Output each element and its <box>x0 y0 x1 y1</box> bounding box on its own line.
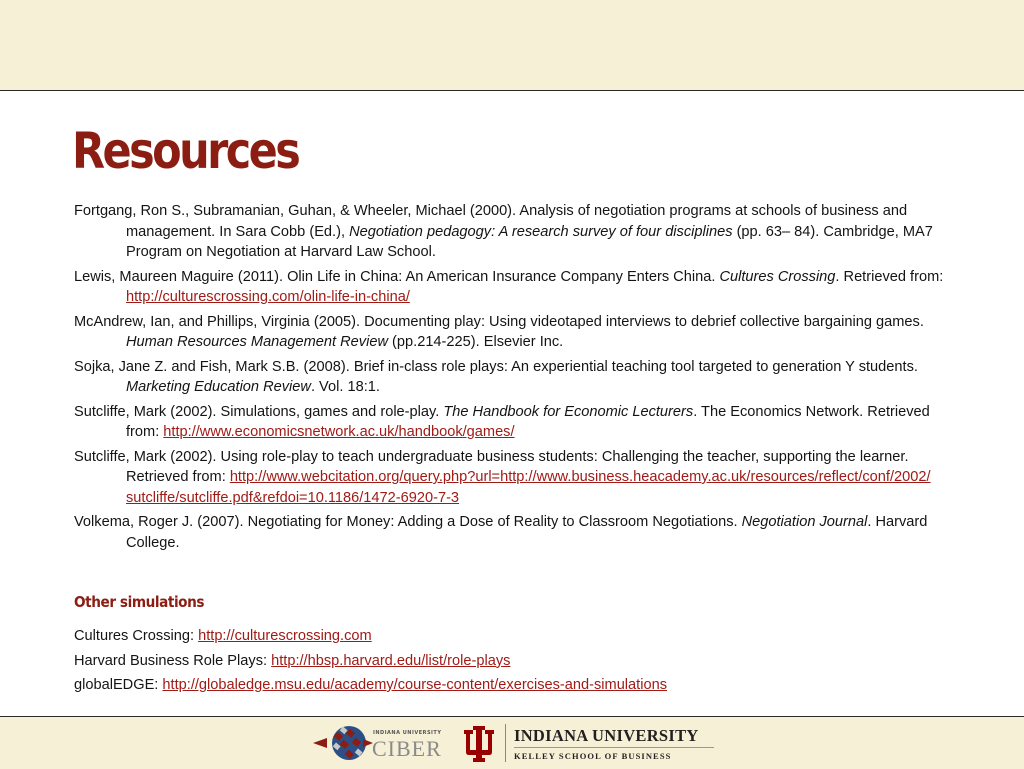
simulation-label: globalEDGE: <box>74 677 163 693</box>
reference-text: Fortgang, Ron S., Subramanian, Guhan, & Wheeler, Michael (2000). Analysis of negotiation programs at schools of business and management. In Sara Cobb (Ed.), <box>74 203 908 240</box>
reference-text-after: . Retrieved from: <box>835 268 944 285</box>
page-title: Resources <box>72 122 299 180</box>
reference-item <box>74 267 954 308</box>
school-wordmark: KELLEY SCHOOL OF BUSINESS <box>514 751 672 761</box>
reference-text-after: . Vol. 18:1. <box>310 379 380 395</box>
reference-text: Sutcliffe, Mark (2002). Simulations, games and role-play. <box>74 403 444 420</box>
simulation-item <box>74 626 954 647</box>
footer-divider <box>505 724 506 762</box>
ciber-wordmark: CIBER <box>372 736 442 761</box>
reference-list <box>74 201 954 557</box>
reference-text-after: (pp. 63– 84). Cambridge, MA7 Program on Negotiation at Harvard Law School. <box>126 223 933 260</box>
simulation-label: Harvard Business Role Plays: <box>74 652 272 669</box>
reference-item <box>74 312 954 353</box>
reference-item <box>74 201 954 263</box>
reference-item <box>74 447 954 509</box>
ciber-university-label: INDIANA UNIVERSITY <box>373 730 442 736</box>
reference-italic-title: Cultures Crossing <box>719 268 836 285</box>
reference-item <box>74 357 954 398</box>
reference-text-after: . The Economics Network. Retrieved from: <box>126 403 930 440</box>
reference-link[interactable]: http://culturescrossing.com/olin-life-in-china/ <box>126 289 410 305</box>
reference-link[interactable]: http://www.webcitation.org/query.php?url=http://www.business.heacademy.ac.uk/resources/reflect/conf/2002/ sutcliffe/sutcliffe.pdf&refdoi=10.1186/1472-6920-7-3 <box>126 469 931 506</box>
simulation-link[interactable]: http://hbsp.harvard.edu/list/role-plays <box>271 652 511 669</box>
reference-text-after: . Harvard College. <box>126 514 928 551</box>
reference-text: Lewis, Maureen Maguire (2011). Olin Life in China: An American Insurance Company Enters China. <box>74 268 720 285</box>
simulation-list <box>74 626 954 700</box>
header-band <box>0 0 1024 91</box>
university-wordmark: INDIANA UNIVERSITY <box>514 726 699 745</box>
reference-text-after: (pp.214-225). Elsevier Inc. <box>388 334 564 350</box>
reference-link[interactable]: http://www.economicsnetwork.ac.uk/handbook/games/ <box>163 424 515 440</box>
wordmark-rule <box>514 747 714 748</box>
reference-italic-title: The Handbook for Economic Lecturers <box>443 403 694 420</box>
reference-text: Volkema, Roger J. (2007). Negotiating for Money: Adding a Dose of Reality to Classroom Negotiations. <box>74 514 742 530</box>
simulation-item <box>74 651 954 672</box>
reference-italic-title: Negotiation Journal <box>741 514 868 530</box>
simulation-label: Cultures Crossing: <box>74 628 199 644</box>
reference-italic-title: Marketing Education Review <box>126 379 311 395</box>
simulation-link[interactable]: http://culturescrossing.com <box>198 628 372 644</box>
reference-italic-title: Human Resources Management Review <box>126 334 388 350</box>
other-simulations-heading: Other simulations <box>74 593 205 611</box>
reference-text: McAndrew, Ian, and Phillips, Virginia (2005). Documenting play: Using videotaped interviews to debrief collective bargaining games. <box>74 313 924 330</box>
simulation-item <box>74 675 954 696</box>
reference-item <box>74 512 954 553</box>
reference-item <box>74 402 954 443</box>
iu-trident-icon <box>462 724 496 764</box>
footer-band <box>0 716 1024 769</box>
reference-text: Sojka, Jane Z. and Fish, Mark S.B. (2008). Brief in-class role plays: An experiential teaching tool targeted to generation Y students. <box>74 358 918 375</box>
reference-italic-title: Negotiation pedagogy: A research survey of four disciplines <box>349 223 733 240</box>
reference-text: Sutcliffe, Mark (2002). Using role-play to teach undergraduate business students: Challenging the teacher, supporting the learner. Retrieved from: <box>74 448 909 485</box>
simulation-link[interactable]: http://globaledge.msu.edu/academy/course-content/exercises-and-simulations <box>162 677 667 693</box>
